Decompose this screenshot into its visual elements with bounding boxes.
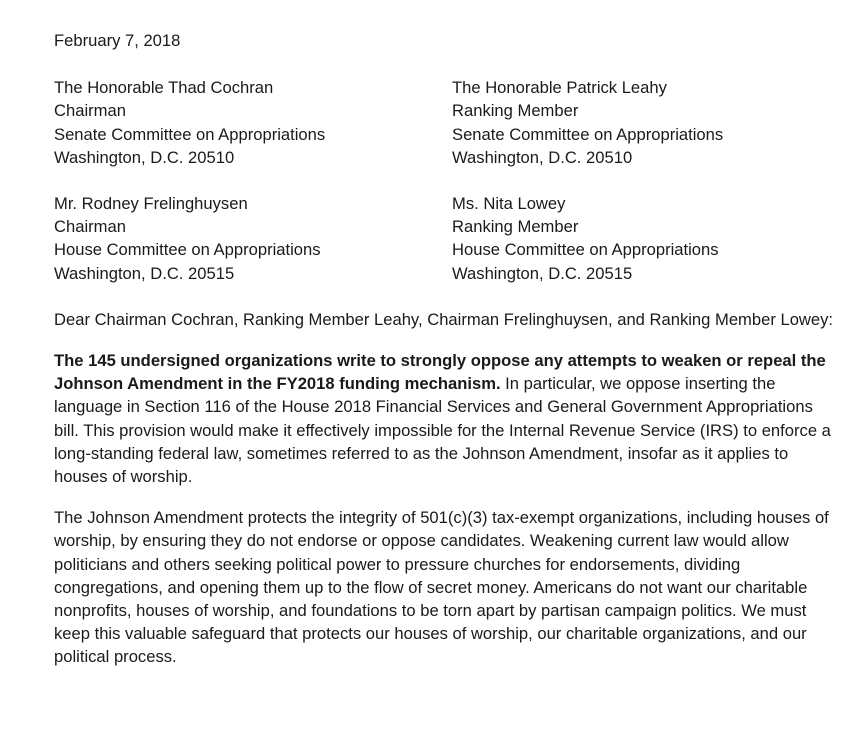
recipient-address: Washington, D.C. 20510 bbox=[54, 147, 235, 167]
recipient-address: Washington, D.C. 20510 bbox=[452, 147, 633, 167]
recipient-title: Chairman bbox=[54, 101, 126, 121]
recipient-name: The Honorable Thad Cochran bbox=[54, 78, 274, 98]
opposition-details: In particular, we oppose inserting the language in Section 116 of the House 2018 Financial Services and General Government Appropriations bill. This provision would make it effectively impossible for the Internal Revenue Service (IRS) to enforce a long-standing federal law, sometimes referred to as the Johnson Amendment, insofar as it applies to houses of worship. bbox=[54, 374, 831, 487]
recipient-block-cochran bbox=[54, 76, 452, 169]
recipient-title: Chairman bbox=[54, 217, 126, 237]
paragraph-opposition bbox=[54, 349, 834, 488]
letter-page bbox=[54, 29, 834, 687]
recipient-title: Ranking Member bbox=[452, 217, 579, 237]
recipient-row-house bbox=[54, 192, 834, 285]
recipient-block-lowey bbox=[452, 192, 849, 285]
recipient-committee: Senate Committee on Appropriations bbox=[54, 124, 326, 144]
recipient-committee: Senate Committee on Appropriations bbox=[452, 124, 724, 144]
recipient-committee: House Committee on Appropriations bbox=[452, 240, 719, 260]
recipient-row-senate bbox=[54, 76, 834, 169]
recipient-name: Mr. Rodney Frelinghuysen bbox=[54, 194, 248, 214]
recipient-name: Ms. Nita Lowey bbox=[452, 194, 566, 214]
recipient-address: Washington, D.C. 20515 bbox=[452, 263, 633, 283]
recipient-block-frelinghuysen bbox=[54, 192, 452, 285]
recipient-committee: House Committee on Appropriations bbox=[54, 240, 321, 260]
salutation: Dear Chairman Cochran, Ranking Member Leahy, Chairman Frelinghuysen, and Ranking Member Lowey: bbox=[54, 309, 834, 329]
recipient-name: The Honorable Patrick Leahy bbox=[452, 78, 667, 98]
recipient-address: Washington, D.C. 20515 bbox=[54, 263, 235, 283]
paragraph-johnson-amendment: The Johnson Amendment protects the integrity of 501(c)(3) tax-exempt organizations, including houses of worship, by ensuring they do not endorse or oppose candidates. Weakening current law would allow politicians and others seeking political power to pressure churches for endorsements, dividing congregations, and opening them up to the flow of secret money. Americans do not want our charitable nonprofits, houses of worship, and foundations to be torn apart by partisan campaign politics. We must keep this valuable safeguard that protects our houses of worship, our charitable organizations, and our political process. bbox=[54, 508, 829, 667]
recipient-block-leahy bbox=[452, 76, 849, 169]
opposition-statement: The 145 undersigned organizations write to strongly oppose any attempts to weaken or repeal the Johnson Amendment in the FY2018 funding mechanism. bbox=[54, 351, 826, 394]
recipient-title: Ranking Member bbox=[452, 101, 579, 121]
letter-date: February 7, 2018 bbox=[54, 31, 181, 50]
